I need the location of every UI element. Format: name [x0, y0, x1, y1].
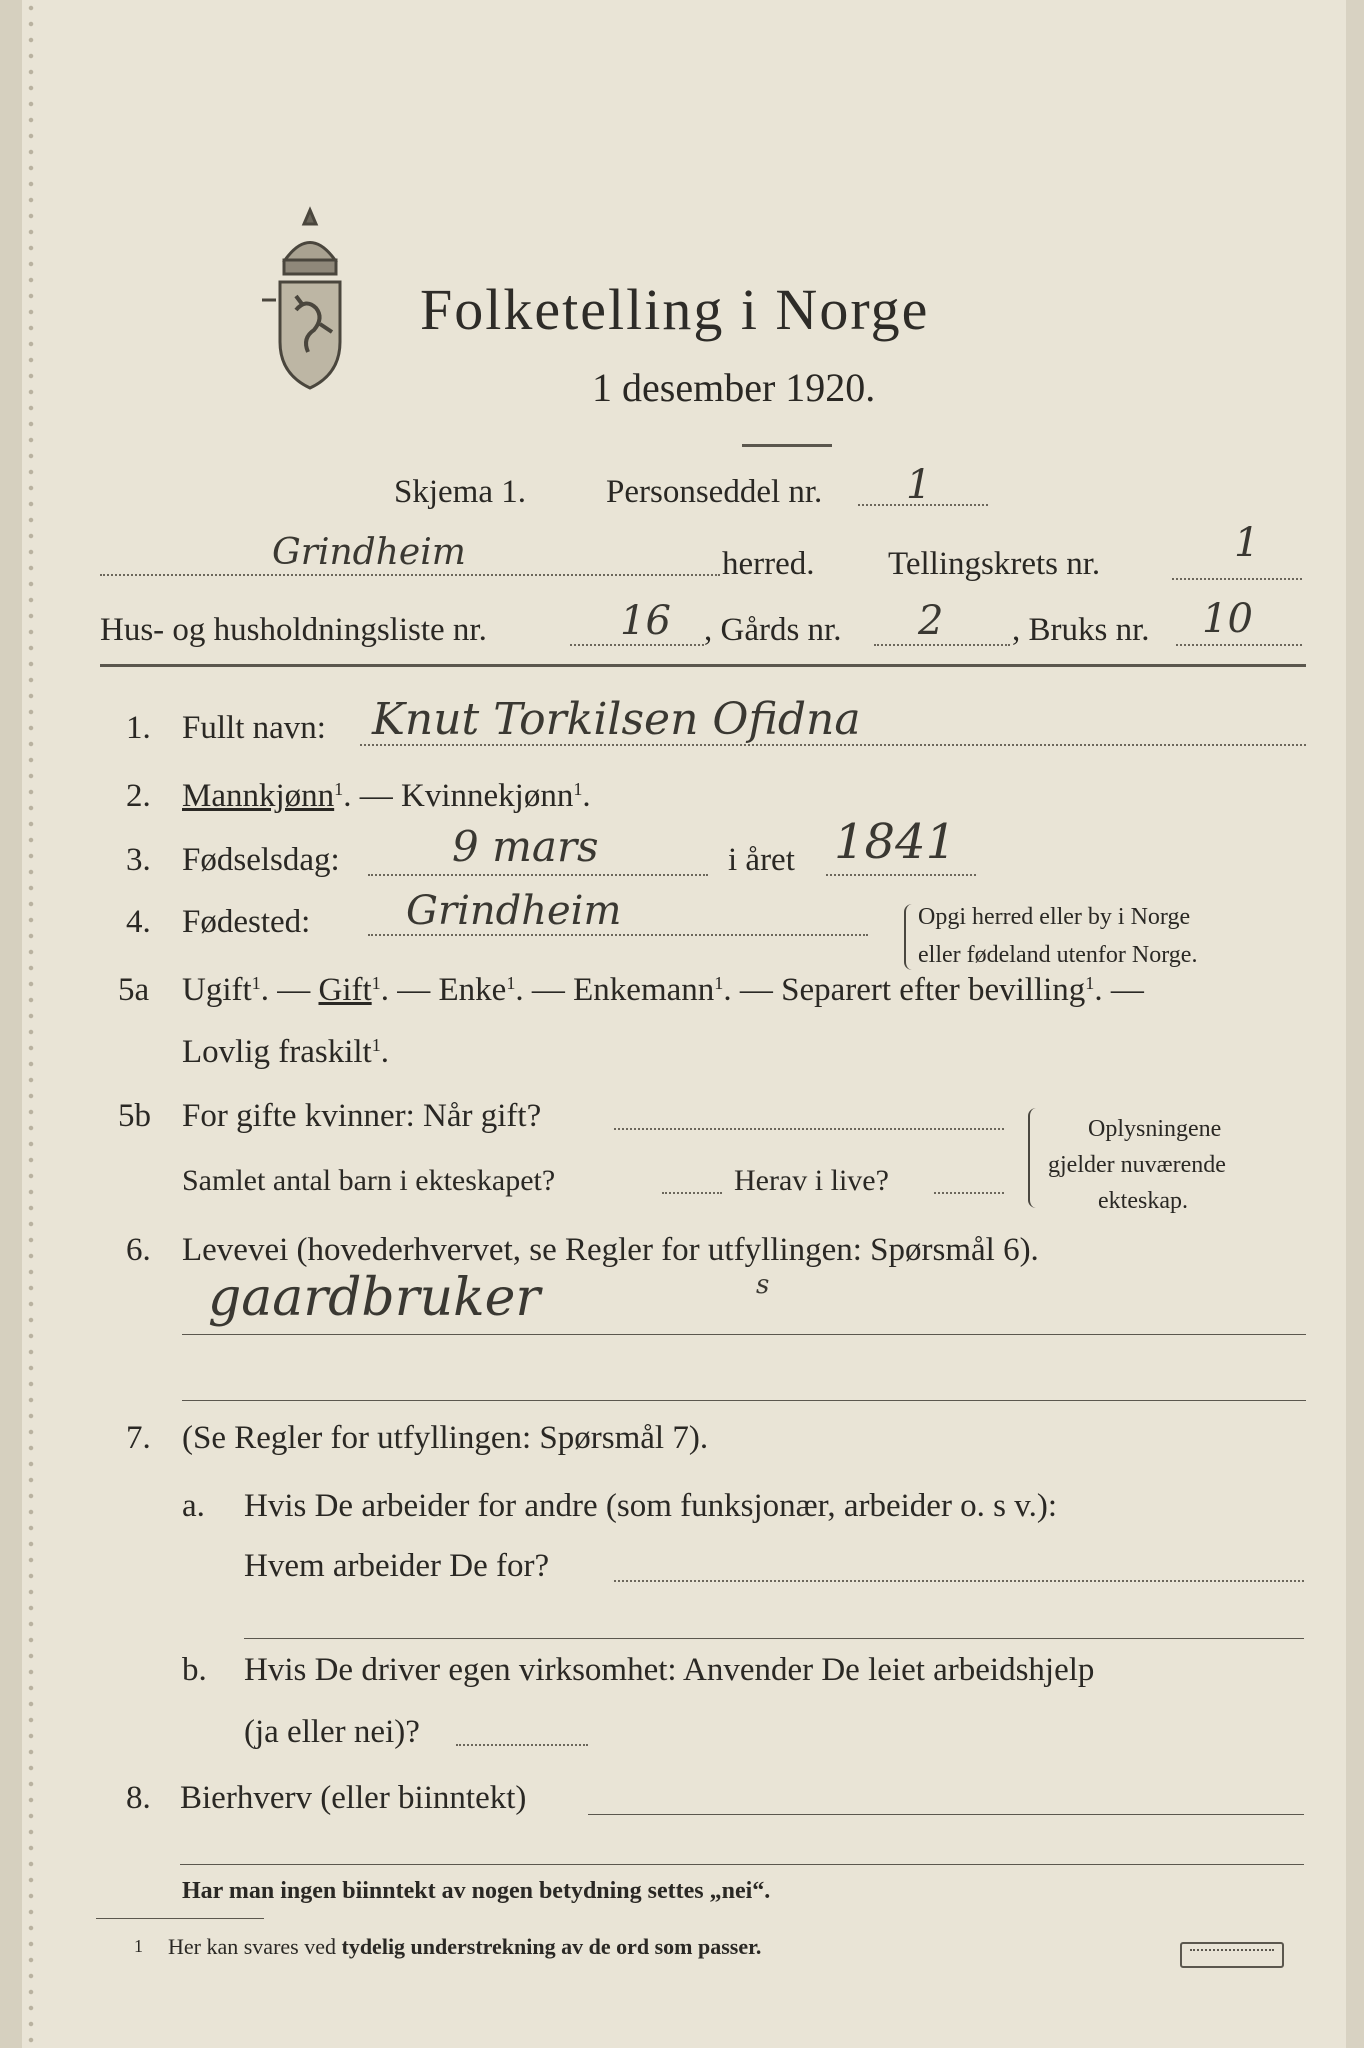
coat-of-arms-icon [250, 200, 370, 400]
header-divider [100, 664, 1306, 667]
q5b-note-line1: Oplysningene [1088, 1116, 1222, 1142]
herred-label: herred. [722, 546, 815, 582]
female-option[interactable]: Kvinnekjønn [401, 778, 574, 814]
q1-number: 1. [126, 710, 151, 746]
bruks-line [1176, 644, 1302, 646]
personseddel-value[interactable]: 1 [906, 462, 932, 508]
q7b-letter: b. [182, 1652, 207, 1688]
full-name-value[interactable]: Knut Torkilsen Ofidna [372, 694, 861, 745]
q4-note-line2: eller fødeland utenfor Norge. [918, 942, 1198, 968]
occupation-mark: s [756, 1270, 770, 1300]
husliste-value[interactable]: 16 [620, 598, 671, 644]
q2-separator: . — [343, 778, 401, 814]
tellingskrets-value[interactable]: 1 [1234, 520, 1260, 566]
q5b-number: 5b [118, 1098, 151, 1134]
birth-year-value[interactable]: 1841 [834, 814, 957, 870]
footnote-text [168, 1934, 761, 1960]
personseddel-label: Personseddel nr. [606, 474, 823, 510]
tellingskrets-label: Tellingskrets nr. [888, 546, 1101, 582]
q5b-note-line2: gjelder nuværende [1048, 1152, 1226, 1178]
ugift-option[interactable]: Ugift [182, 972, 252, 1008]
q7a-letter: a. [182, 1488, 205, 1524]
herred-line [100, 574, 720, 576]
tellingskrets-line [1172, 578, 1302, 580]
q7a-extra-line [244, 1638, 1304, 1639]
q8-line1 [588, 1814, 1304, 1815]
q3-label: Fødselsdag: [182, 842, 340, 878]
husliste-label: Hus- og husholdningsliste nr. [100, 612, 487, 648]
q7a-line1: Hvis De arbeider for andre (som funksjonær, arbeider o. s v.): [244, 1488, 1058, 1524]
bruks-label: , Bruks nr. [1012, 612, 1150, 648]
separert-option[interactable]: Separert efter bevilling [781, 972, 1086, 1008]
gards-label: , Gårds nr. [704, 612, 842, 648]
bruks-value[interactable]: 10 [1202, 596, 1253, 642]
marital-status-options: Ugift$^1$. — Gift$^1$. — Enke$^1$. — Enkemann$^1$. — Separert efter bevilling$^1$. — [182, 972, 1144, 1008]
herred-value[interactable]: Grindheim [272, 532, 466, 573]
q2-sex-options: Mannkjønn$^1$. — Kvinnekjønn$^1$. [182, 778, 591, 814]
q5b-alive-line [934, 1192, 1004, 1194]
gards-value[interactable]: 2 [918, 598, 944, 644]
q3-number: 3. [126, 842, 151, 878]
q8-label: Bierhverv (eller biinntekt) [180, 1780, 527, 1816]
q1-label: Fullt navn: [182, 710, 326, 746]
q4-brace [904, 904, 914, 970]
male-option[interactable]: Mannkjønn [182, 778, 335, 814]
q6-line2 [182, 1400, 1306, 1401]
q5b-line1-label: For gifte kvinner: Når gift? [182, 1098, 542, 1134]
q7-number: 7. [126, 1420, 151, 1456]
perforated-edge [26, 0, 36, 2048]
q6-label: Levevei (hovederhvervet, se Regler for utfyllingen: Spørsmål 6). [182, 1232, 1039, 1268]
q5b-married-line [614, 1128, 1004, 1130]
birthday-value[interactable]: 9 mars [452, 822, 599, 871]
q4-line [368, 934, 868, 936]
census-date: 1 desember 1920. [592, 365, 876, 410]
q8-line2 [180, 1864, 1304, 1865]
footnote-text-b: tydelig understrekning av de ord som passer. [341, 1934, 762, 1959]
year-label: i året [728, 842, 795, 878]
birthplace-value[interactable]: Grindheim [406, 888, 622, 934]
q5b-note-line3: ekteskap. [1098, 1188, 1188, 1214]
q5a-number: 5a [118, 972, 150, 1008]
skjema-label: Skjema 1. [394, 474, 526, 510]
gift-option[interactable]: Gift [318, 972, 372, 1008]
q6-number: 6. [126, 1232, 151, 1268]
form-title: Folketelling i Norge [420, 277, 930, 342]
q5b-children-line [662, 1192, 722, 1194]
q7b-line1: Hvis De driver egen virksomhet: Anvender De leiet arbeidshjelp [244, 1652, 1095, 1688]
q4-number: 4. [126, 904, 151, 940]
q5b-brace [1028, 1108, 1040, 1208]
q8-number: 8. [126, 1780, 151, 1816]
printer-stamp [1180, 1942, 1284, 1968]
husliste-line [570, 644, 704, 646]
q4-note-line1: Opgi herred eller by i Norge [918, 904, 1191, 930]
enke-option[interactable]: Enke [438, 972, 507, 1008]
year-line [826, 874, 976, 876]
q7b-line2: (ja eller nei)? [244, 1714, 420, 1750]
q2-end: . [582, 778, 591, 814]
q3-line [368, 874, 708, 876]
q2-number: 2. [126, 778, 151, 814]
fraskilt-option[interactable]: Lovlig fraskilt [182, 1034, 372, 1070]
footnote-text-a: Her kan svares ved [168, 1934, 342, 1959]
q7-label: (Se Regler for utfyllingen: Spørsmål 7). [182, 1420, 709, 1456]
q7a-line2: Hvem arbeider De for? [244, 1548, 550, 1584]
fraskilt-line: Lovlig fraskilt$^1$. [182, 1034, 390, 1070]
enkemann-option[interactable]: Enkemann [573, 972, 715, 1008]
footnote-rule [96, 1918, 264, 1919]
gards-line [874, 644, 1010, 646]
title-rule [742, 444, 832, 447]
occupation-value[interactable]: gaardbruker [208, 1268, 541, 1328]
q7b-answer-line [456, 1744, 588, 1746]
q5b-line2-label: Samlet antal barn i ekteskapet? [182, 1164, 556, 1197]
footnote-mark: 1 [134, 1936, 143, 1956]
q5b-line2b-label: Herav i live? [734, 1164, 889, 1197]
q6-line1 [182, 1334, 1306, 1335]
q4-label: Fødested: [182, 904, 311, 940]
q8-note: Har man ingen biinntekt av nogen betydning settes „nei“. [182, 1878, 771, 1904]
q7a-employer-line [614, 1580, 1304, 1582]
